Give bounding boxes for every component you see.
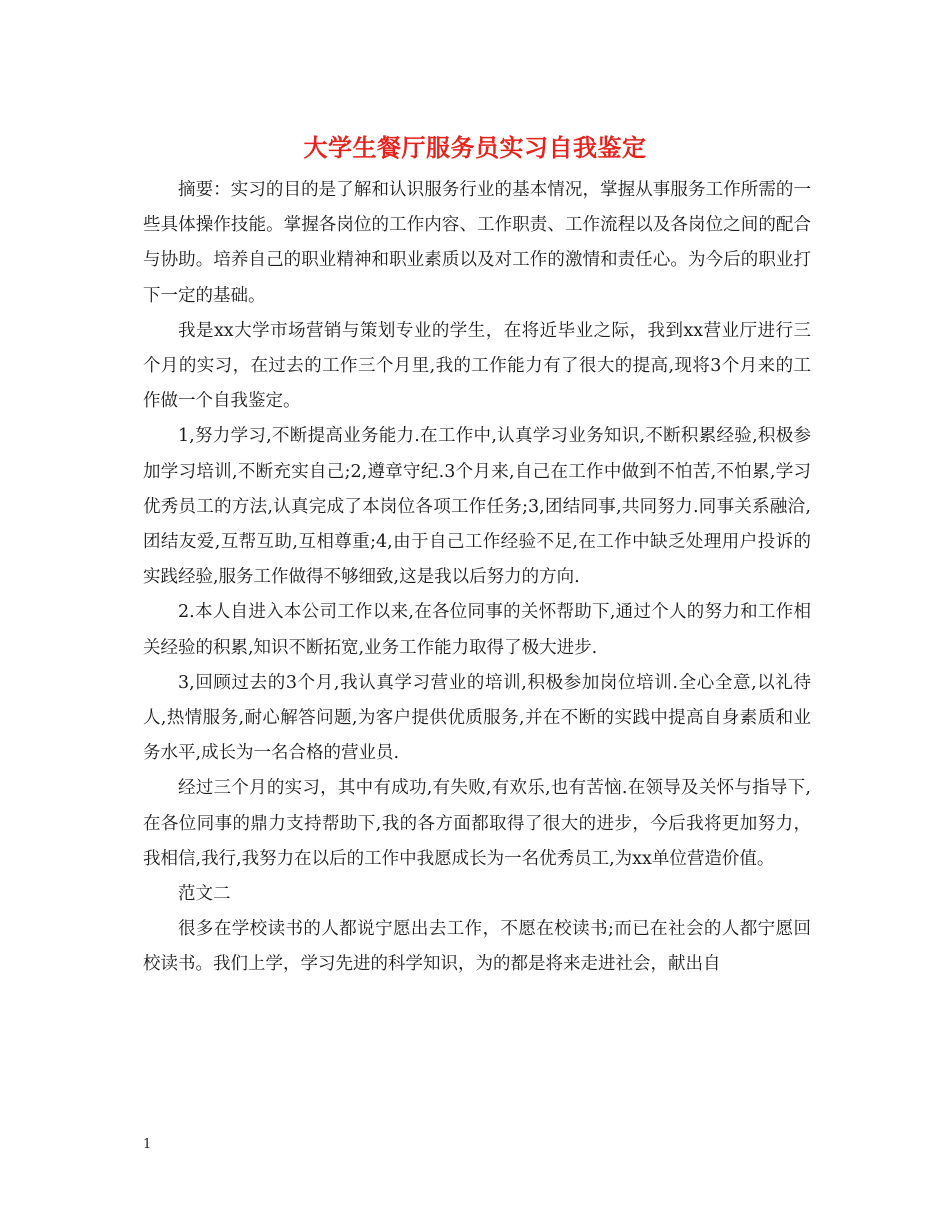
paragraph-point-one: 1,努力学习,不断提高业务能力.在工作中,认真学习业务知识,不断积累经验,积极参加学习培训,不断充实自己;2,遵章守纪.3个月来,自己在工作中做到不怕苦,不怕累,学习优秀员工的方法,认真完成了本岗位各项工作任务;3,团结同事,共同努力.同事关系融洽,团结友爱,互帮互助,互相尊重;4,由于自己工作经验不足,在工作中缺乏处理用户投诉的实践经验,服务工作做得不够细致,这是我以后努力的方向. — [143, 426, 811, 588]
paragraph-conclusion: 经过三个月的实习，其中有成功,有失败,有欢乐,也有苦恼.在领导及关怀与指导下,在各位同事的鼎力支持帮助下,我的各方面都取得了很大的进步，今后我将更加努力，我相信,我行,我努力在以后的工作中我愿成长为一名优秀员工,为xx单位营造价值。 — [143, 778, 811, 869]
document-body — [143, 173, 811, 983]
paragraph-point-three: 3,回顾过去的3个月,我认真学习营业的培训,积极参加岗位培训.全心全意,以礼待人,热情服务,耐心解答问题,为客户提供优质服务,并在不断的实践中提高自身素质和业务水平,成长为一名合格的营业员. — [143, 672, 811, 764]
page-number: 1 — [143, 1137, 152, 1152]
paragraph-sample-two-start: 很多在学校读书的人都说宁愿出去工作，不愿在校读书;而已在社会的人都宁愿回校读书。我们上学，学习先进的科学知识，为的都是将来走进社会，献出自 — [143, 919, 811, 975]
section-heading-sample-two: 范文二 — [178, 884, 231, 905]
document-title: 大学生餐厅服务员实习自我鉴定 — [303, 133, 647, 162]
paragraph-introduction: 我是xx大学市场营销与策划专业的学生，在将近毕业之际，我到xx营业厅进行三个月的实习，在过去的工作三个月里,我的工作能力有了很大的提高,现将3个月来的工作做一个自我鉴定。 — [143, 320, 811, 412]
paragraph-point-two: 2.本人自进入本公司工作以来,在各位同事的关怀帮助下,通过个人的努力和工作相关经验的积累,知识不断拓宽,业务工作能力取得了极大进步. — [143, 602, 811, 658]
paragraph-abstract: 摘要：实习的目的是了解和认识服务行业的基本情况，掌握从事服务工作所需的一些具体操作技能。掌握各岗位的工作内容、工作职责、工作流程以及各岗位之间的配合与协助。培养自己的职业精神和职业素质以及对工作的激情和责任心。为今后的职业打下一定的基础。 — [143, 180, 811, 306]
